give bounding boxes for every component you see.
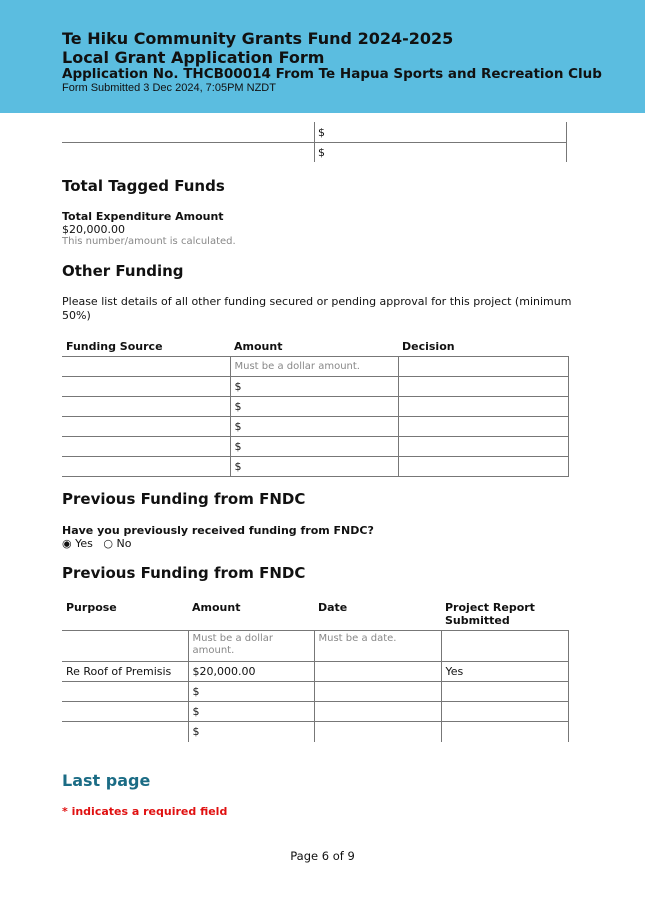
divider [314, 122, 315, 162]
amount-input[interactable]: $ [230, 417, 398, 437]
last-page-title: Last page [62, 771, 151, 790]
purpose-input[interactable] [62, 631, 188, 662]
table-row [62, 662, 568, 682]
amount-input[interactable]: Must be a dollar amount. [188, 631, 314, 662]
amount-input[interactable]: $ [230, 437, 398, 457]
radio-no[interactable] [103, 537, 131, 550]
decision-input[interactable] [398, 377, 568, 397]
purpose-input[interactable] [62, 722, 188, 742]
date-input[interactable] [314, 702, 441, 722]
decision-input[interactable] [398, 457, 568, 477]
table-row [62, 457, 568, 477]
table-row [62, 722, 568, 742]
report-input[interactable] [441, 702, 568, 722]
date-input[interactable] [314, 722, 441, 742]
fund-title: Te Hiku Community Grants Fund 2024-2025 [62, 29, 454, 48]
date-input[interactable] [314, 662, 441, 682]
amount-input[interactable]: $ [188, 722, 314, 742]
column-header: Funding Source [66, 340, 163, 353]
previous-funding-title-2: Previous Funding from FNDC [62, 564, 306, 582]
divider [566, 122, 567, 162]
purpose-input[interactable] [62, 682, 188, 702]
form-header [0, 0, 645, 113]
funding-source-input[interactable] [62, 457, 230, 477]
amount-input[interactable]: $ [230, 377, 398, 397]
column-header: Purpose [66, 601, 117, 614]
application-number: Application No. THCB00014 From Te Hapua Sports and Recreation Club [62, 66, 602, 82]
table-row [62, 397, 568, 417]
funding-source-input[interactable] [62, 377, 230, 397]
funding-source-input[interactable] [62, 357, 230, 377]
report-input[interactable] [441, 682, 568, 702]
table-row [62, 682, 568, 702]
purpose-input[interactable] [62, 702, 188, 722]
other-funding-description: Please list details of all other funding secured or pending approval for this project (minimum 50%) [62, 295, 572, 322]
radio-checked-icon: ◉ [62, 537, 72, 550]
amount-input[interactable]: $ [230, 457, 398, 477]
decision-input[interactable] [398, 417, 568, 437]
amount-input[interactable]: $ [230, 397, 398, 417]
amount-input[interactable]: $20,000.00 [188, 662, 314, 682]
purpose-input[interactable]: Re Roof of Premisis [62, 662, 188, 682]
other-funding-title: Other Funding [62, 262, 184, 280]
funding-source-input[interactable] [62, 397, 230, 417]
table-row [62, 702, 568, 722]
other-funding-table [62, 356, 569, 477]
table-row [62, 357, 568, 377]
radio-yes-label: Yes [75, 537, 93, 550]
amount-input[interactable]: $ [188, 702, 314, 722]
calculated-note: This number/amount is calculated. [62, 236, 236, 247]
decision-input[interactable] [398, 397, 568, 417]
table-row [62, 437, 568, 457]
amount-input[interactable]: $ [188, 682, 314, 702]
table-cell: $ [318, 146, 325, 159]
report-input[interactable]: Yes [441, 662, 568, 682]
submitted-date: Form Submitted 3 Dec 2024, 7:05PM NZDT [62, 82, 276, 94]
column-header: Project Report Submitted [445, 601, 535, 627]
total-expenditure-value: $20,000.00 [62, 223, 125, 236]
page-number: Page 6 of 9 [290, 849, 355, 863]
amount-input[interactable]: Must be a dollar amount. [230, 357, 398, 377]
table-row [62, 417, 568, 437]
report-input[interactable] [441, 631, 568, 662]
column-header: Amount [192, 601, 241, 614]
column-header: Decision [402, 340, 455, 353]
table-row [62, 377, 568, 397]
column-header: Date [318, 601, 348, 614]
total-tagged-title: Total Tagged Funds [62, 177, 225, 195]
previous-funding-title: Previous Funding from FNDC [62, 490, 306, 508]
radio-unchecked-icon: ○ [103, 537, 113, 550]
funding-source-input[interactable] [62, 417, 230, 437]
decision-input[interactable] [398, 437, 568, 457]
column-header: Amount [234, 340, 283, 353]
radio-yes[interactable] [62, 537, 93, 550]
total-expenditure-label: Total Expenditure Amount [62, 210, 224, 223]
date-input[interactable]: Must be a date. [314, 631, 441, 662]
required-field-note: * indicates a required field [62, 805, 228, 818]
previous-funding-table [62, 630, 569, 742]
radio-no-label: No [116, 537, 132, 550]
date-input[interactable] [314, 682, 441, 702]
table-row [62, 631, 568, 662]
report-input[interactable] [441, 722, 568, 742]
table-cell: $ [318, 126, 325, 139]
previous-funding-radio-group [62, 537, 131, 550]
previous-funding-question: Have you previously received funding from FNDC? [62, 524, 374, 537]
form-title: Local Grant Application Form [62, 48, 325, 67]
funding-source-input[interactable] [62, 437, 230, 457]
decision-input[interactable] [398, 357, 568, 377]
